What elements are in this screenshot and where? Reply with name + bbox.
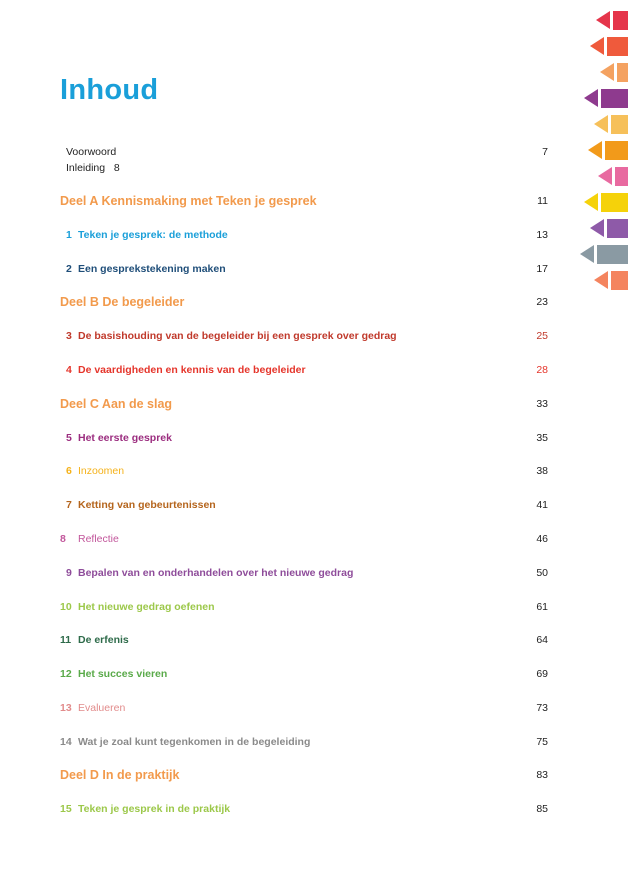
toc-chapter-entry[interactable]	[60, 259, 548, 279]
toc-chapter-entry[interactable]	[60, 563, 548, 583]
toc-chapter-number: 9	[66, 567, 72, 579]
toc-page-number: 25	[536, 330, 548, 342]
toc-entry-label: Het nieuwe gedrag oefenen	[78, 601, 215, 613]
toc-chapter-number: 10	[60, 601, 72, 613]
toc-chapter-entry[interactable]	[60, 664, 548, 684]
toc-entry-label: De vaardigheden en kennis van de begeleider	[78, 364, 306, 376]
toc-chapter-entry[interactable]	[60, 461, 548, 481]
toc-entry-label: Inleiding 8	[66, 162, 120, 174]
toc-page-number: 33	[536, 398, 548, 410]
toc-entry-label: De basishouding van de begeleider bij een gesprek over gedrag	[78, 330, 397, 342]
toc-chapter-entry[interactable]	[60, 529, 548, 549]
crayon-icon	[590, 219, 628, 238]
toc-page-number: 75	[536, 736, 548, 748]
crayon-icon	[590, 37, 628, 56]
toc-front-entry[interactable]	[66, 158, 548, 178]
toc-entry-label: Deel D In de praktijk	[60, 768, 180, 782]
toc-chapter-entry[interactable]	[60, 428, 548, 448]
toc-part-heading[interactable]	[60, 292, 548, 312]
crayon-icon	[580, 245, 628, 264]
toc-chapter-number: 4	[66, 364, 72, 376]
toc-chapter-entry[interactable]	[60, 360, 548, 380]
toc-chapter-entry[interactable]	[60, 630, 548, 650]
toc-page-number: 35	[536, 432, 548, 444]
toc-page-number: 11	[537, 195, 548, 207]
crayon-icon	[594, 115, 628, 134]
toc-entry-label: Reflectie	[78, 533, 119, 545]
crayon-icon	[596, 11, 628, 30]
toc-chapter-entry[interactable]	[60, 326, 548, 346]
toc-entry-label: Deel B De begeleider	[60, 295, 185, 309]
toc-entry-label: Een gesprekstekening maken	[78, 263, 226, 275]
toc-part-heading[interactable]	[60, 191, 548, 211]
toc-entry-label: Deel A Kennismaking met Teken je gesprek	[60, 194, 317, 208]
page-title: Inhoud	[60, 74, 159, 106]
toc-entry-label: Het eerste gesprek	[78, 432, 172, 444]
toc-entry-label: Het succes vieren	[78, 668, 168, 680]
crayon-icon	[600, 63, 628, 82]
toc-chapter-number: 14	[60, 736, 72, 748]
toc-chapter-number: 2	[66, 263, 72, 275]
toc-chapter-number: 11	[60, 634, 72, 646]
toc-chapter-entry[interactable]	[60, 698, 548, 718]
toc-entry-label: Voorwoord	[66, 146, 117, 158]
toc-chapter-entry[interactable]	[60, 799, 548, 819]
toc-page-number: 61	[536, 601, 548, 613]
toc-page-number: 73	[536, 702, 548, 714]
toc-chapter-number: 6	[66, 465, 72, 477]
toc-page-number: 38	[536, 465, 548, 477]
toc-page-number: 50	[536, 567, 548, 579]
toc-page-number: 64	[536, 634, 548, 646]
toc-entry-label: Deel C Aan de slag	[60, 397, 173, 411]
toc-entry-label: Evalueren	[78, 702, 126, 714]
toc-page-number: 83	[536, 769, 548, 781]
toc-page-number: 7	[542, 146, 548, 158]
toc-chapter-number: 12	[60, 668, 72, 680]
toc-entry-label: Ketting van gebeurtenissen	[78, 499, 216, 511]
crayon-icon	[598, 167, 628, 186]
toc-page-number: 46	[536, 533, 548, 545]
toc-part-heading[interactable]	[60, 394, 548, 414]
toc-entry-label: Bepalen van en onderhandelen over het nieuwe gedrag	[78, 567, 354, 579]
toc-entry-label: Wat je zoal kunt tegenkomen in de begeleiding	[78, 736, 311, 748]
toc-entry-label: Teken je gesprek: de methode	[78, 229, 228, 241]
toc-chapter-entry[interactable]	[60, 597, 548, 617]
toc-page-number: 85	[536, 803, 548, 815]
toc-page-number: 41	[536, 499, 548, 511]
toc-chapter-number: 8	[60, 533, 66, 545]
toc-page-number: 28	[536, 364, 548, 376]
toc-page-number: 23	[536, 296, 548, 308]
toc-chapter-entry[interactable]	[60, 732, 548, 752]
toc-entry-label: Inzoomen	[78, 465, 125, 477]
toc-page-number: 13	[536, 229, 548, 241]
toc-page-number: 69	[536, 668, 548, 680]
toc-chapter-number: 7	[66, 499, 72, 511]
crayon-icon	[594, 271, 628, 290]
toc-chapter-number: 13	[60, 702, 72, 714]
toc-chapter-number: 1	[66, 229, 72, 241]
crayon-decoration	[580, 0, 628, 300]
toc-chapter-entry[interactable]	[60, 225, 548, 245]
toc-part-heading[interactable]	[60, 765, 548, 785]
toc-chapter-entry[interactable]	[60, 495, 548, 515]
toc-chapter-number: 15	[60, 803, 72, 815]
crayon-icon	[584, 193, 628, 212]
toc-entry-label: Teken je gesprek in de praktijk	[78, 803, 231, 815]
toc-page-number: 17	[536, 263, 548, 275]
toc-chapter-number: 5	[66, 432, 72, 444]
toc-chapter-number: 3	[66, 330, 72, 342]
toc-entry-label: De erfenis	[78, 634, 129, 646]
crayon-icon	[584, 89, 628, 108]
crayon-icon	[588, 141, 628, 160]
